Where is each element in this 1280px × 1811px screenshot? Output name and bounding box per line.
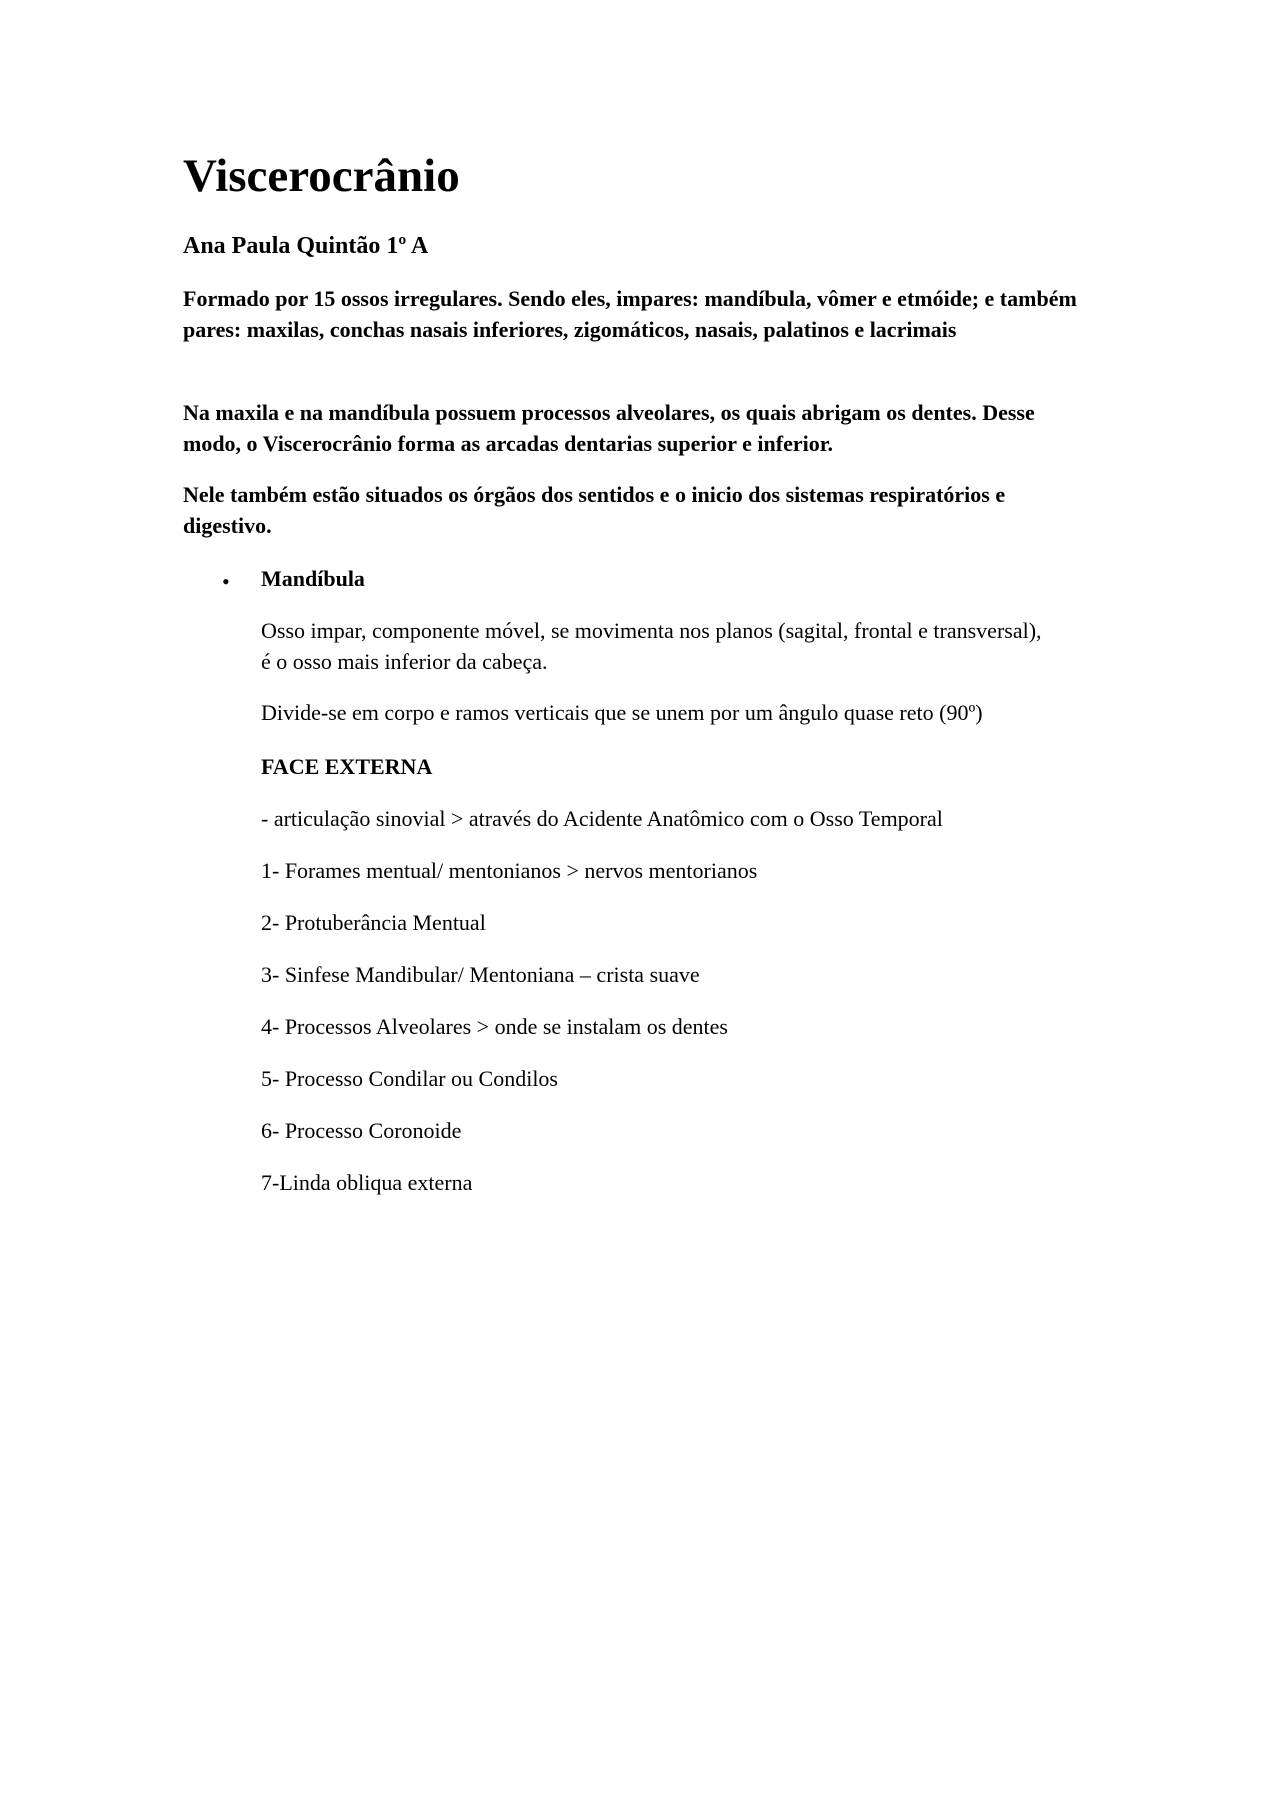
section-title-mandibula: Mandíbula bbox=[261, 566, 365, 591]
paragraph-sense-organs: Nele também estão situados os órgãos dos sentidos e o inicio dos sistemas respiratórios e digestivo. bbox=[183, 482, 1006, 538]
mandibula-division: Divide-se em corpo e ramos verticais que se unem por um ângulo quase reto (90º) bbox=[261, 700, 983, 725]
list-item: 7-Linda obliqua externa bbox=[261, 1170, 473, 1195]
list-item: 2- Protuberância Mentual bbox=[261, 910, 486, 935]
list-item: - articulação sinovial > através do Acidente Anatômico com o Osso Temporal bbox=[261, 806, 943, 831]
face-externa-heading: FACE EXTERNA bbox=[261, 754, 433, 779]
document-title: Viscerocrânio bbox=[183, 150, 460, 202]
bullet-marker: • bbox=[222, 569, 230, 594]
list-item: 6- Processo Coronoide bbox=[261, 1118, 462, 1143]
list-item: 5- Processo Condilar ou Condilos bbox=[261, 1066, 558, 1091]
mandibula-description: Osso impar, componente móvel, se movimenta nos planos (sagital, frontal e transversal), é o osso mais inferior da cabeça. bbox=[261, 618, 1042, 674]
paragraph-composition: Formado por 15 ossos irregulares. Sendo eles, impares: mandíbula, vômer e etmóide; e também pares: maxilas, conchas nasais inferiores, zigomáticos, nasais, palatinos e lacrimais bbox=[183, 286, 1077, 342]
document-page bbox=[183, 0, 1083, 1811]
list-item: 1- Forames mentual/ mentonianos > nervos mentorianos bbox=[261, 858, 758, 883]
paragraph-alveolar-processes: Na maxila e na mandíbula possuem processos alveolares, os quais abrigam os dentes. Desse modo, o Viscerocrânio forma as arcadas dentarias superior e inferior. bbox=[183, 400, 1035, 456]
list-item: 3- Sinfese Mandibular/ Mentoniana – crista suave bbox=[261, 962, 700, 987]
author-line: Ana Paula Quintão 1º A bbox=[183, 233, 429, 259]
list-item: 4- Processos Alveolares > onde se instalam os dentes bbox=[261, 1014, 728, 1039]
